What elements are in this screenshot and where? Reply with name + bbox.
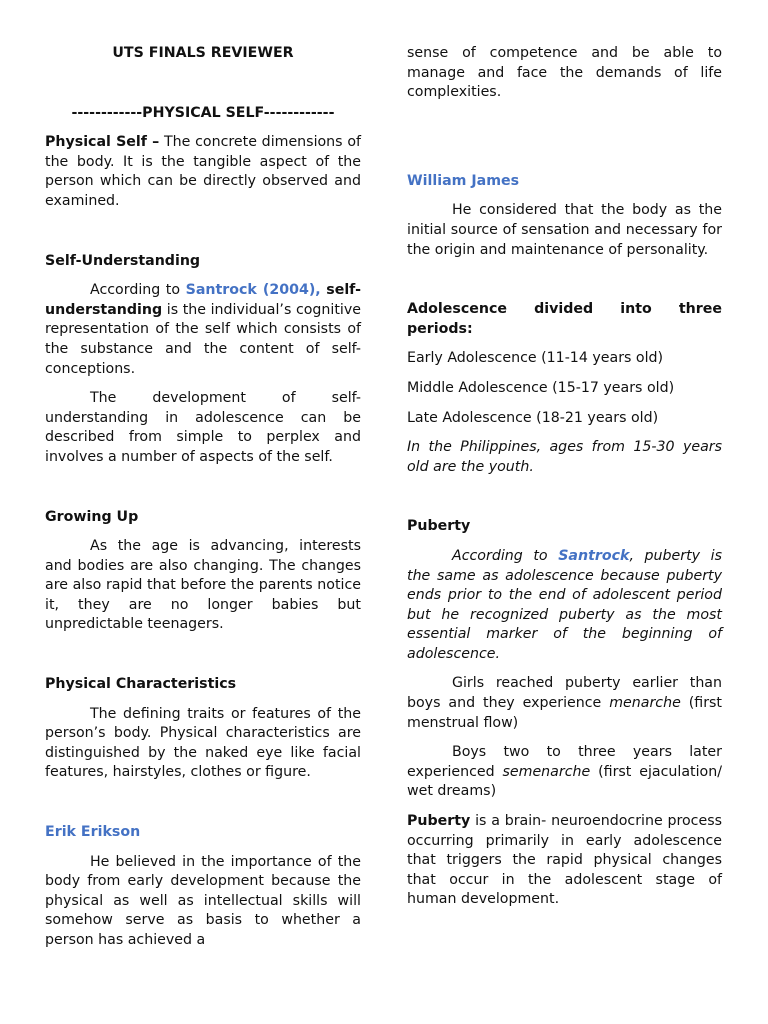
document-title: UTS FINALS REVIEWER — [112, 45, 294, 61]
puberty-santrock-paragraph — [407, 547, 722, 665]
boys-start: Boys two to three years later experienced — [407, 744, 722, 780]
boys-rest: (first ejaculation/ wet dreams) — [407, 763, 722, 800]
heading-self-understanding: Self-Understanding — [45, 252, 201, 269]
self-understanding-p1-rest: is the individual’s cognitive representation of the self which consists of the substance and the content of self- conceptions. — [45, 301, 361, 377]
girls-rest: (first menstrual flow) — [407, 695, 722, 731]
heading-erik-erikson: Erik Erikson — [45, 824, 141, 841]
late-adolescence: Late Adolescence (18-21 years old) — [407, 409, 659, 426]
girls-puberty-paragraph — [407, 674, 722, 733]
heading-william-james: William James — [407, 172, 520, 189]
boys-puberty-paragraph — [407, 743, 722, 802]
middle-adolescence: Middle Adolescence (15-17 years old) — [407, 379, 675, 396]
self-understanding-p1-start: According to — [90, 282, 186, 299]
physical-self-text: The concrete dimensions of the body. It is the tangible aspect of the person which can be directly observed and examined. — [45, 134, 361, 209]
puberty-definition-paragraph — [407, 812, 722, 910]
physical-characteristics-paragraph: The defining traits or features of the person’s body. Physical characteristics are distinguished by the naked eye like facial features, hairstyles, clothes or figure. — [45, 705, 361, 781]
right-column — [407, 44, 722, 910]
erik-erikson-paragraph: He believed in the importance of the body from early development because the physical as well as intellectual skills will somehow serve as basis to whether a person has achieved a — [45, 853, 361, 948]
heading-puberty: Puberty — [407, 518, 471, 535]
girls-start: Girls reached puberty earlier than boys and they experience — [407, 675, 722, 712]
semenarche-term: semenarche — [502, 763, 591, 780]
left-column — [45, 44, 361, 951]
puberty-p1-rest: , puberty is the same as adolescence because puberty ends prior to the end of adolescent period but he recognized puberty as the most essential marker of the beginning of adolescence. — [407, 547, 722, 662]
santrock-2004-reference: Santrock (2004), — [185, 282, 321, 299]
menarche-term: menarche — [609, 695, 681, 712]
philippines-youth-note: In the Philippines, ages from 15-30 years old are the youth. — [407, 439, 722, 475]
self-understanding-paragraph-1 — [45, 281, 361, 379]
puberty-def-term: Puberty — [407, 813, 471, 830]
puberty-def-rest: is a brain- neuroendocrine process occurring primarily in early adolescence that triggers the rapid physical changes that occur in the adolescent stage of human development. — [407, 813, 722, 908]
william-james-paragraph: He considered that the body as the initial source of sensation and necessary for the origin and maintenance of personality. — [407, 202, 722, 258]
physical-self-term: Physical Self – — [45, 134, 160, 151]
santrock-reference: Santrock — [558, 547, 630, 564]
heading-growing-up: Growing Up — [45, 508, 139, 525]
early-adolescence: Early Adolescence (11-14 years old) — [407, 350, 664, 367]
section-divider-physical-self: ------------PHYSICAL SELF------------ — [71, 104, 335, 121]
puberty-p1-start: According to — [452, 547, 559, 564]
heading-adolescence-periods: Adolescence divided into three periods: — [407, 301, 722, 337]
growing-up-paragraph: As the age is advancing, interests and bodies are also changing. The changes are also rapid that before the parents notice it, they are no longer babies but unpredictable teenagers. — [45, 538, 361, 633]
self-understanding-paragraph-2: The development of self-understanding in adolescence can be described from simple to perplex and involves a number of aspects of the self. — [45, 390, 361, 465]
physical-self-definition — [45, 133, 361, 211]
heading-physical-characteristics: Physical Characteristics — [45, 676, 237, 693]
self-understanding-term: self-understanding — [45, 282, 361, 318]
competence-continuation: sense of competence and be able to manage and face the demands of life complexities. — [407, 45, 722, 101]
